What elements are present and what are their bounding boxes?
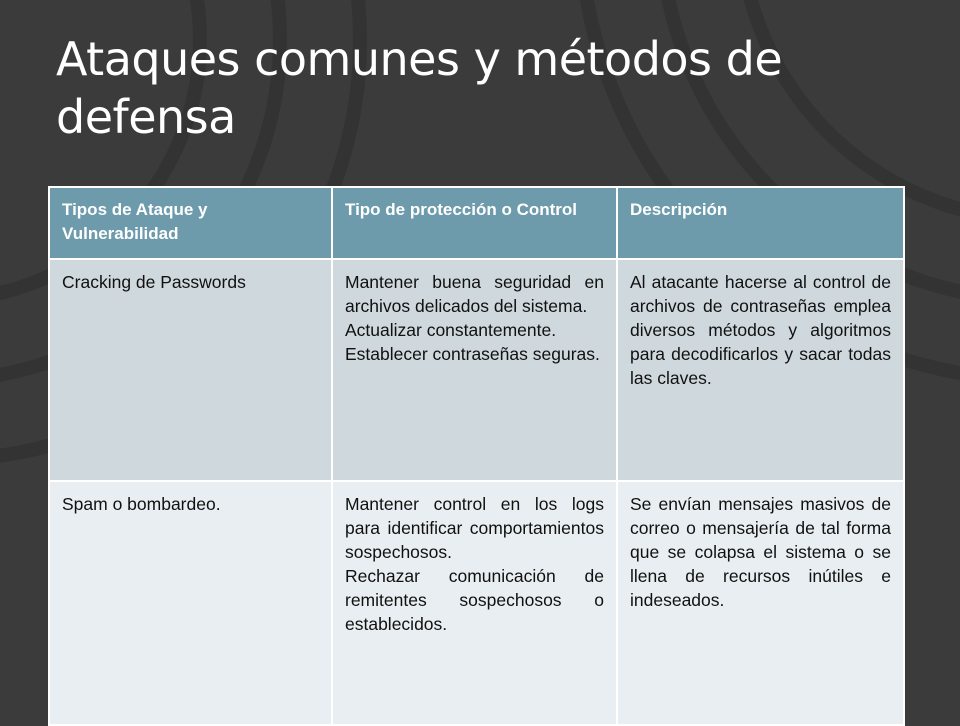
attack-cell: Spam o bombardeo. (49, 481, 332, 725)
protection-cell (332, 259, 617, 481)
protection-line: Rechazar comunicación de remitentes sospechosos o establecidos. (345, 566, 604, 634)
header-description: Descripción (617, 187, 904, 259)
table-row (49, 481, 904, 725)
table-header-row (49, 187, 904, 259)
protection-line: Mantener control en los logs para identificar comportamientos sospechosos. (345, 494, 604, 562)
protection-cell (332, 481, 617, 725)
attack-cell: Cracking de Passwords (49, 259, 332, 481)
slide-title: Ataques comunes y métodos de defensa (56, 32, 783, 144)
protection-line: Establecer contraseñas seguras. (345, 344, 600, 364)
attacks-table (48, 186, 905, 726)
table-row (49, 259, 904, 481)
protection-line: Mantener buena seguridad en archivos delicados del sistema. (345, 272, 604, 316)
protection-line: Actualizar constantemente. (345, 320, 557, 340)
description-cell: Al atacante hacerse al control de archivos de contraseñas emplea diversos métodos y algoritmos para decodificarlos y sacar todas las claves. (617, 259, 904, 481)
description-cell: Se envían mensajes masivos de correo o mensajería de tal forma que se colapsa el sistema o se llena de recursos inútiles e indeseados. (617, 481, 904, 725)
header-protection-type: Tipo de protección o Control (332, 187, 617, 259)
header-attack-type: Tipos de Ataque y Vulnerabilidad (49, 187, 332, 259)
